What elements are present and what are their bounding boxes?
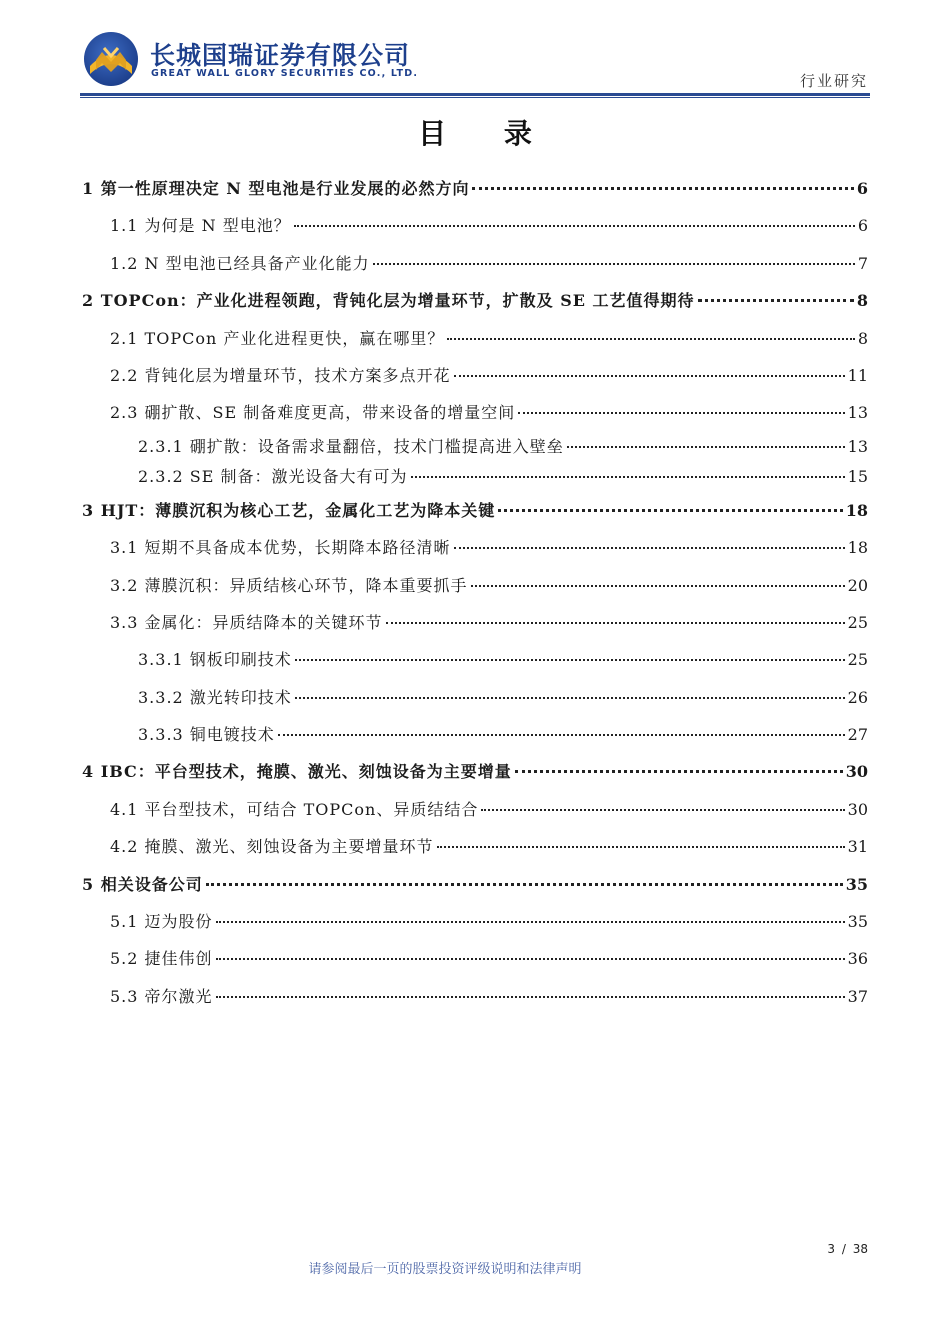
table-of-contents <box>82 170 868 1015</box>
toc-entry-label: 2.3 硼扩散、SE 制备难度更高，带来设备的增量空间 <box>110 403 516 423</box>
toc-entry-page: 27 <box>847 725 868 745</box>
toc-entry-label: 1.2 N 型电池已经具备产业化能力 <box>110 253 370 273</box>
toc-entry[interactable] <box>82 567 868 604</box>
toc-entry-page: 8 <box>856 291 868 311</box>
toc-leader-dots <box>373 263 855 265</box>
toc-entry-page: 13 <box>847 436 868 456</box>
toc-entry-page: 6 <box>856 179 868 198</box>
toc-entry[interactable] <box>82 978 868 1015</box>
toc-entry-page: 18 <box>847 538 868 558</box>
toc-entry-page: 20 <box>847 575 868 595</box>
toc-leader-dots <box>515 770 843 773</box>
toc-entry[interactable] <box>82 529 868 566</box>
toc-entry-page: 13 <box>847 403 868 423</box>
toc-entry[interactable] <box>82 462 868 492</box>
toc-entry-page: 35 <box>845 874 868 894</box>
toc-entry-label: 1.1 为何是 N 型电池？ <box>110 216 291 236</box>
toc-entry-label: 2.3.1 硼扩散：设备需求量翻倍，技术门槛提高进入壁垒 <box>138 436 564 456</box>
toc-entry[interactable] <box>82 940 868 977</box>
toc-entry[interactable] <box>82 828 868 865</box>
toc-leader-dots <box>294 225 855 227</box>
toc-leader-dots <box>498 509 842 512</box>
toc-entry-label: 4 IBC：平台型技术，掩膜、激光、刻蚀设备为主要增量 <box>82 762 512 782</box>
toc-entry[interactable] <box>82 753 868 790</box>
toc-leader-dots <box>567 446 845 448</box>
toc-leader-dots <box>698 299 854 302</box>
toc-entry-label: 3.2 薄膜沉积：异质结核心环节，降本重要抓手 <box>110 575 468 595</box>
toc-entry[interactable] <box>82 357 868 394</box>
toc-title: 目 录 <box>418 117 556 150</box>
toc-leader-dots <box>216 996 845 998</box>
toc-entry-page: 25 <box>847 612 868 632</box>
toc-leader-dots <box>295 659 845 661</box>
header-divider <box>80 93 870 96</box>
page-number: 3 / 38 <box>827 1242 868 1256</box>
toc-leader-dots <box>216 921 845 923</box>
toc-entry-label: 5 相关设备公司 <box>82 874 203 894</box>
toc-entry[interactable] <box>82 492 868 529</box>
toc-entry[interactable] <box>82 320 868 357</box>
toc-entry-page: 30 <box>847 799 868 819</box>
toc-entry-page: 37 <box>847 986 868 1006</box>
toc-entry-label: 3.1 短期不具备成本优势，长期降本路径清晰 <box>110 538 451 558</box>
toc-entry-page: 15 <box>847 466 868 486</box>
toc-entry[interactable] <box>82 282 868 319</box>
toc-entry-label: 5.3 帝尔激光 <box>110 986 213 1006</box>
toc-entry-page: 6 <box>857 216 868 236</box>
company-name-en: GREAT WALL GLORY SECURITIES CO., LTD. <box>151 68 419 79</box>
company-name-cn: 长城国瑞证券有限公司 <box>150 41 411 70</box>
toc-entry[interactable] <box>82 394 868 431</box>
toc-entry-label: 3 HJT：薄膜沉积为核心工艺，金属化工艺为降本关键 <box>82 500 496 520</box>
toc-leader-dots <box>471 585 845 587</box>
toc-entry-label: 1 第一性原理决定 N 型电池是行业发展的必然方向 <box>82 179 470 198</box>
toc-entry-label: 3.3.3 铜电镀技术 <box>138 725 275 745</box>
toc-entry[interactable] <box>82 791 868 828</box>
toc-entry[interactable] <box>82 245 868 282</box>
toc-entry[interactable] <box>82 604 868 641</box>
toc-entry-page: 31 <box>847 837 868 857</box>
toc-entry-page: 26 <box>847 687 868 707</box>
toc-entry[interactable] <box>82 866 868 903</box>
toc-entry-label: 3.3.2 激光转印技术 <box>138 687 292 707</box>
toc-entry-page: 8 <box>857 328 868 348</box>
toc-leader-dots <box>278 734 845 736</box>
toc-entry-label: 4.1 平台型技术，可结合 TOPCon、异质结结合 <box>110 799 479 819</box>
toc-entry[interactable] <box>82 903 868 940</box>
toc-entry-label: 5.1 迈为股份 <box>110 912 213 932</box>
toc-entry[interactable] <box>82 432 868 462</box>
toc-leader-dots <box>481 809 844 811</box>
toc-entry[interactable] <box>82 641 868 678</box>
toc-leader-dots <box>386 622 845 624</box>
toc-entry-label: 2.3.2 SE 制备：激光设备大有可为 <box>138 466 408 486</box>
toc-entry-page: 35 <box>847 912 868 932</box>
toc-entry-label: 2.1 TOPCon 产业化进程更快，赢在哪里？ <box>110 328 445 348</box>
toc-leader-dots <box>411 476 845 478</box>
toc-entry[interactable] <box>82 679 868 716</box>
toc-leader-dots <box>447 338 854 340</box>
toc-leader-dots <box>454 375 845 377</box>
toc-entry-page: 25 <box>847 650 868 670</box>
toc-leader-dots <box>454 547 845 549</box>
toc-leader-dots <box>437 846 845 848</box>
toc-entry[interactable] <box>82 170 868 207</box>
toc-entry[interactable] <box>82 207 868 244</box>
toc-entry-label: 4.2 掩膜、激光、刻蚀设备为主要增量环节 <box>110 837 434 857</box>
toc-leader-dots <box>472 187 853 190</box>
page-header <box>80 22 870 98</box>
toc-leader-dots <box>206 883 843 886</box>
report-type-label: 行业研究 <box>799 72 868 90</box>
footer-disclaimer: 请参阅最后一页的股票投资评级说明和法律声明 <box>308 1262 582 1277</box>
toc-entry-label: 2 TOPCon：产业化进程领跑，背钝化层为增量环节，扩散及 SE 工艺值得期待 <box>82 291 695 311</box>
toc-entry-label: 2.2 背钝化层为增量环节，技术方案多点开花 <box>110 365 451 385</box>
toc-entry-page: 11 <box>847 365 868 385</box>
toc-entry-page: 7 <box>857 253 868 273</box>
toc-leader-dots <box>216 958 845 960</box>
toc-entry-label: 3.3 金属化：异质结降本的关键环节 <box>110 612 383 632</box>
toc-leader-dots <box>295 697 845 699</box>
toc-entry[interactable] <box>82 716 868 753</box>
toc-leader-dots <box>518 412 844 414</box>
toc-entry-page: 18 <box>845 500 868 520</box>
toc-entry-page: 30 <box>845 762 868 782</box>
toc-entry-label: 5.2 捷佳伟创 <box>110 949 213 969</box>
toc-entry-label: 3.3.1 钢板印刷技术 <box>138 650 292 670</box>
header-divider-thin <box>80 97 870 98</box>
toc-entry-page: 36 <box>847 949 868 969</box>
great-wall-glory-logo-icon <box>82 30 140 88</box>
